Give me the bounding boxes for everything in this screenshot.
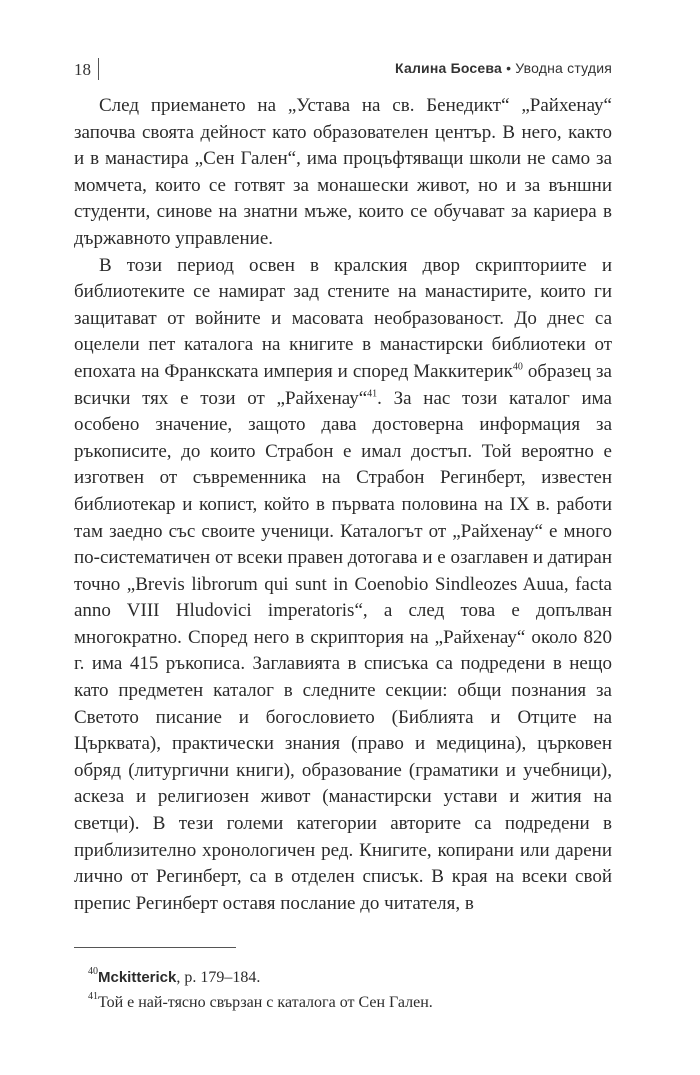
paragraph-2-part-c: . За нас този каталог има особено значение, защото дава достоверна информация за ръкописите, до които Страбон е имал достъп. Той вероятно е изготвен от съвременника на Страбон Регинберт, известен библиотекар и копист, който в първата половина на IX в. работи там заедно със своите ученици. Каталогът от „Райхенау“ е много по-систематичен от всеки правен дотогава и е озаглавен и датиран точно „Brevis librorum qui sunt in Coenobio Sindleozes Auua, facta anno VIII Hludovici imperatoris“, а след това е допълван многократно. Според него в скриптория на „Райхенау“ около 820 г. има 415 ръкописа. Заглавията в списъка са подредени в нещо като предметен каталог в следните секции: общи познания за Светото писание и богословието (Библията и Отците на Църквата), практически знания (право и медицина), църковен обряд (литургични книги), образование (граматики и учебници), аскеза и религиозен живот (манастирски устави и жития на светци). В тези големи категории авторите са подредени в приблизително хронологичен ред. Книгите, копирани или дарени лично от Регинберт, са в отделен списък. В края на всеки свой препис Регинберт оставя послание до читателя, в xyxy=(74,387,612,914)
footnote-number: 40 xyxy=(88,966,98,977)
page-number: 18 xyxy=(74,60,91,79)
paragraph-2-part-b: образец за всички тях е този от „Райхенау“ xyxy=(74,360,612,409)
footnote-40 xyxy=(74,965,614,990)
footnote-41 xyxy=(74,990,614,1015)
body-text xyxy=(74,93,612,917)
paragraph-1: След приемането на „Устава на св. Бенедикт“ „Райхенау“ започва своята дейност като образователен център. В него, както и в манастира „Сен Гален“, има процъфтяващи школи не само за момчета, които се готвят за монашески живот, но и за външни студенти, синове на знатни мъже, които се обучават за кариера в държавното управление. xyxy=(74,95,612,249)
running-header xyxy=(0,54,700,84)
footnote-number: 41 xyxy=(88,991,98,1002)
running-head-section: Уводна студия xyxy=(515,60,612,76)
running-head-author: Калина Босева xyxy=(395,60,502,76)
footnote-separator xyxy=(74,947,236,948)
footnote-ref-40[interactable]: 40 xyxy=(512,361,523,373)
header-divider xyxy=(98,58,99,80)
footnote-text: Той е най-тясно свързан с каталога от Сен Гален. xyxy=(98,994,433,1011)
footnotes xyxy=(74,965,614,1015)
footnote-author: Mckitterick xyxy=(98,969,177,986)
footnote-text: , p. 179–184. xyxy=(176,969,261,986)
running-head xyxy=(395,60,612,76)
running-head-separator: • xyxy=(502,60,516,76)
footnote-ref-41[interactable]: 41 xyxy=(367,388,378,400)
paragraph-2-part-a: В този период освен в кралския двор скрипториите и библиотеките се намират зад стените на манастирите, които ги защитават от войните и масовата необразованост. До днес са оцелели пет каталога на книгите в манастирски библиотеки от епохата на Франкската империя и според Маккитерик xyxy=(74,254,612,382)
paragraph-2 xyxy=(74,253,612,918)
